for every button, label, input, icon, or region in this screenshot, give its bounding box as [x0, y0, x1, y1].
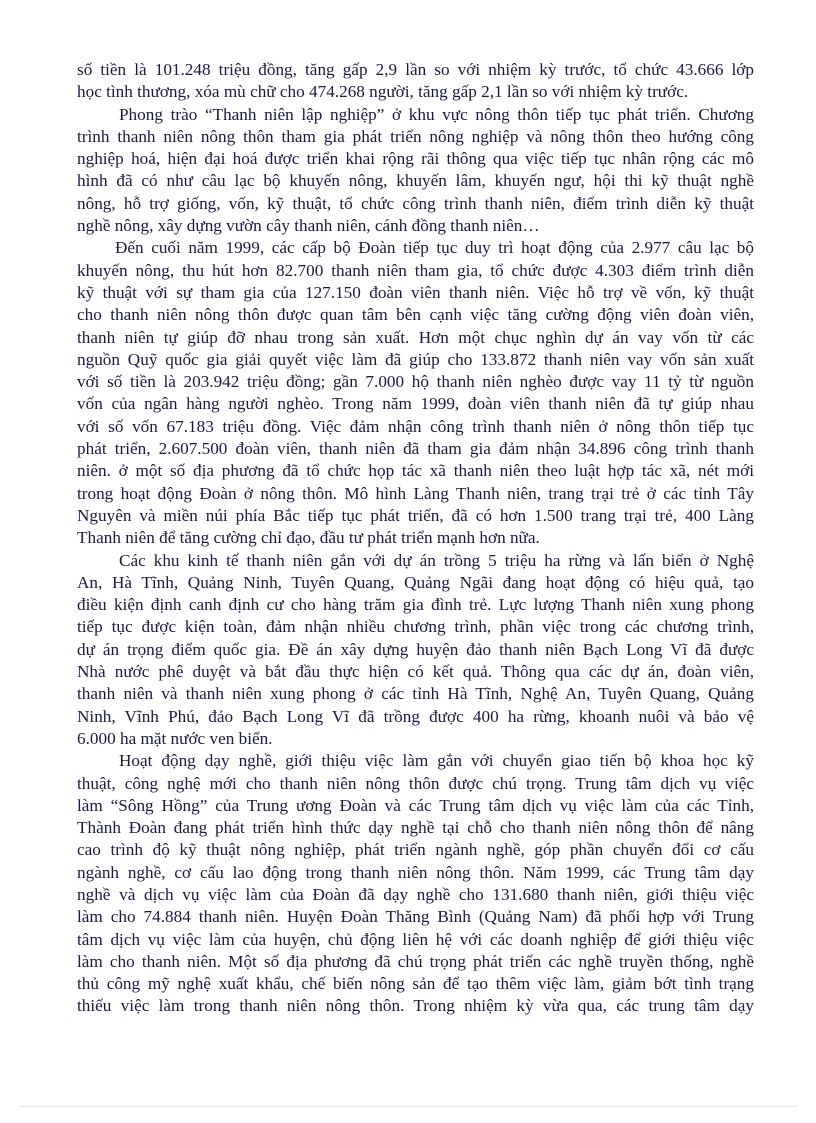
text-line: trình thanh niên nông thôn tham gia phát triển nông nghiệp và nông thôn theo hướng công	[77, 126, 754, 146]
text-line: khuyến nông, thu hút hơn 82.700 thanh niên tham gia, tổ chức được 4.303 điểm trình diễn	[77, 260, 754, 280]
text-line: Thanh niên để tăng cường chỉ đạo, đầu tư phát triển mạnh hơn nữa.	[77, 528, 540, 548]
text-line: cho thanh niên nông thôn được quan tâm bên cạnh việc tăng cường động viên đoàn viên,	[77, 305, 754, 325]
text-line: tâm dịch vụ việc làm của huyện, chủ động liên hệ với các doanh nghiệp để giới thiệu việc	[77, 929, 754, 949]
text-line: học tình thương, xóa mù chữ cho 474.268 người, tăng gấp 2,1 lần so với nhiệm kỳ trước.	[77, 82, 689, 102]
paragraph	[77, 59, 754, 104]
text-line: tiếp tục được kiện toàn, đảm nhận nhiều chương trình, phần việc trong các chương trình,	[77, 617, 754, 637]
text-line: nghề và dịch vụ việc làm của Đoàn đã dạy nghề cho 131.680 thanh niên, giới thiệu việc	[77, 884, 754, 904]
text-line: Thành Đoàn đang phát triển hình thức dạy nghề tại chỗ cho thanh niên nông thôn để nâng	[77, 818, 754, 838]
text-line: thanh niên và thanh niên xung phong ở các tỉnh Hà Tĩnh, Nghệ An, Tuyên Quang, Quảng	[77, 684, 754, 704]
text-line: Hoạt động dạy nghề, giới thiệu việc làm gắn với chuyển giao tiến bộ khoa học kỹ	[119, 751, 754, 771]
paragraph	[77, 104, 754, 238]
paragraph	[77, 550, 754, 751]
text-line: làm “Sông Hồng” của Trung ương Đoàn và các Trung tâm dịch vụ việc làm của các Tỉnh,	[77, 795, 754, 815]
text-line: 6.000 ha mặt nước ven biển.	[77, 728, 273, 748]
text-line: nông, hỗ trợ giống, vốn, kỹ thuật, tổ chức công trình thanh niên, điểm trình diễn kỹ thuật	[77, 193, 754, 213]
text-line: với số tiền là 203.942 triệu đồng; gần 7.000 hộ thanh niên nghèo được vay 11 tỷ từ nguồn	[77, 372, 754, 392]
document-body	[77, 59, 754, 1018]
text-line: thiếu việc làm trong thanh niên nông thôn. Trong nhiệm kỳ vừa qua, các trung tâm dạy	[77, 996, 754, 1016]
text-line: với số vốn 67.183 triệu đồng. Việc đảm nhận công trình thanh niên ở nông thôn tiếp tục	[77, 416, 754, 436]
text-line: làm cho thanh niên. Một số địa phương đã chú trọng phát triển các nghề truyền thống, nghề	[77, 951, 754, 971]
text-line: Nhà nước phê duyệt và bắt đầu thực hiện có kết quả. Thông qua các dự án, đoàn viên,	[77, 662, 754, 682]
text-line: Nguyên và miền núi phía Bắc tiếp tục phát triển, đã có hơn 1.500 trang trại trẻ, 400 Làng	[77, 505, 754, 525]
text-line: thủ công mỹ nghệ xuất khẩu, chế biến nông sản để tạo thêm việc làm, giảm bớt tình trạng	[77, 974, 754, 994]
paragraph	[77, 237, 754, 549]
text-line: nguồn Quỹ quốc gia giải quyết việc làm đã giúp cho 133.872 thanh niên vay vốn sản xuất	[77, 349, 754, 369]
paragraph	[77, 750, 754, 1018]
text-line: kỹ thuật với sự tham gia của 127.150 đoàn viên thanh niên. Việc hỗ trợ về vốn, kỹ thuật	[77, 282, 754, 302]
text-line: An, Hà Tĩnh, Quảng Ninh, Tuyên Quang, Quảng Ngãi đang hoạt động có hiệu quả, tạo	[77, 572, 754, 592]
text-line: ngành nghề, cơ cấu lao động trong thanh niên nông thôn. Năm 1999, các Trung tâm dạy	[77, 862, 754, 882]
text-line: dự án trọng điểm quốc gia. Đề án xây dựng huyện đảo thanh niên Bạch Long Vĩ đã được	[77, 639, 754, 659]
text-line: nghề nông, xây dựng vườn cây thanh niên, cánh đồng thanh niên…	[77, 216, 540, 236]
text-line: trong hoạt động Đoàn ở nông thôn. Mô hình Làng Thanh niên, trang trại trẻ ở các tỉnh Tây	[77, 483, 754, 503]
text-line: số tiền là 101.248 triệu đồng, tăng gấp 2,9 lần so với nhiệm kỳ trước, tổ chức 43.666 lớp	[77, 60, 754, 79]
text-line: cao trình độ kỹ thuật nông nghiệp, phát triển ngành nghề, góp phần chuyển đổi cơ cấu	[77, 840, 754, 860]
text-line: vốn của ngân hàng người nghèo. Trong năm 1999, đoàn viên thanh niên đã tự giúp nhau	[77, 394, 754, 414]
text-line: làm cho 74.884 thanh niên. Huyện Đoàn Thăng Bình (Quảng Nam) đã phối hợp với Trung	[77, 907, 754, 927]
text-line: niên. ở một số địa phương đã tổ chức họp tác xã thanh niên theo luật hợp tác xã, nét mới	[77, 461, 754, 481]
text-line: Ninh, Vĩnh Phú, đảo Bạch Long Vĩ đã trồng được 400 ha rừng, khoanh nuôi và bảo vệ	[77, 706, 754, 726]
text-line: Đến cuối năm 1999, các cấp bộ Đoàn tiếp tục duy trì hoạt động của 2.977 câu lạc bộ	[115, 238, 754, 258]
text-line: phát triển, 2.607.500 đoàn viên, thanh niên đã tham gia đảm nhận 34.896 công trình thanh	[77, 439, 754, 459]
text-line: Phong trào “Thanh niên lập nghiệp” ở khu vực nông thôn tiếp tục phát triển. Chương	[119, 104, 754, 124]
text-line: hình đã có như câu lạc bộ khuyến nông, khuyến lâm, khuyến ngư, hội thi kỹ thuật nghề	[77, 171, 754, 191]
text-line: Các khu kinh tế thanh niên gắn với dự án trồng 5 triệu ha rừng và lấn biển ở Nghệ	[119, 550, 754, 570]
text-line: nghiệp hoá, hiện đại hoá được triển khai rộng rãi thông qua việc tiếp tục nhân rộng các mô	[77, 149, 754, 169]
text-line: điều kiện định canh định cư cho hàng trăm gia đình trẻ. Lực lượng Thanh niên xung phong	[77, 595, 754, 615]
page-bottom-divider	[20, 1106, 796, 1107]
text-line: thanh niên tự giúp đỡ nhau trong sản xuất. Hơn một chục nghìn dự án vay vốn từ các	[77, 327, 754, 347]
text-line: thuật, công nghệ mới cho thanh niên nông thôn được chú trọng. Trung tâm dịch vụ việc	[77, 773, 754, 793]
